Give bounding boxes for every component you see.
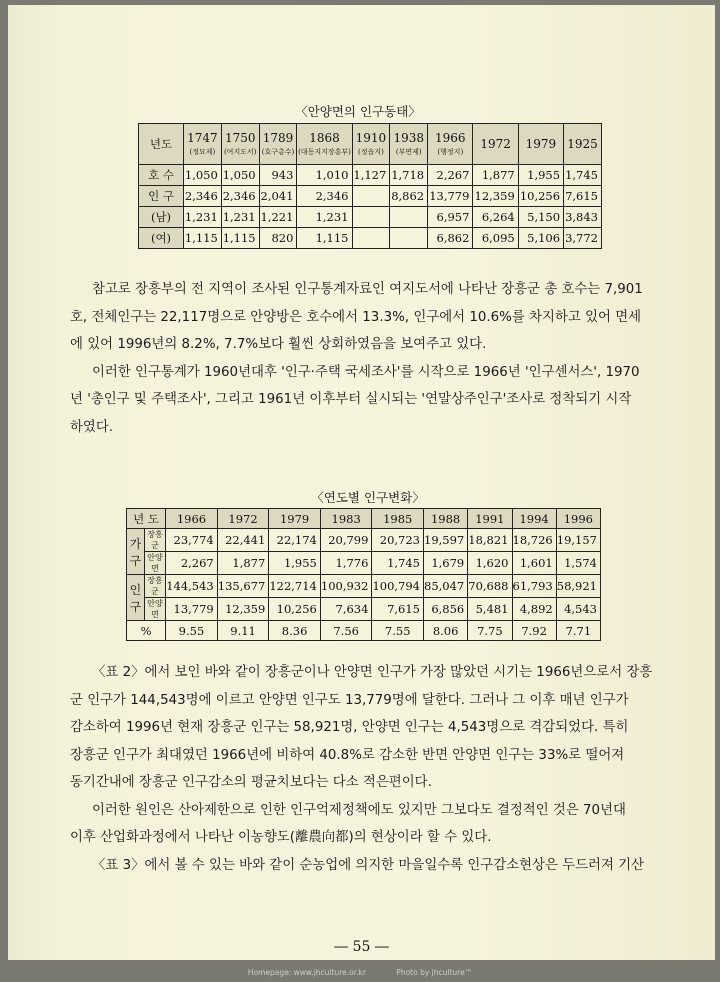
text-line: 이러한 원인은 산아제한으로 인한 인구억제정책에도 있지만 그보다도 결정적인 것은 70년대 <box>92 802 626 818</box>
text-line: 동기간내에 장흥군 인구감소의 평균치보다는 다소 적은편이다. <box>70 775 432 790</box>
cell: 1,221 <box>259 207 297 228</box>
cell: 18,821 <box>468 529 512 552</box>
cell: 85,047 <box>424 575 468 598</box>
cell: 5,150 <box>518 207 563 228</box>
table1-year-header: 1925 <box>564 124 602 165</box>
cell: 1,127 <box>352 165 390 186</box>
cell: 7,615 <box>372 598 424 621</box>
cell: 1,955 <box>269 552 321 575</box>
cell <box>390 228 428 249</box>
table1-year-header: 1910 (정읍지) <box>352 124 390 165</box>
body-paragraph-2 <box>70 659 662 879</box>
pct-label: % <box>127 621 166 641</box>
cell: 23,774 <box>166 529 218 552</box>
cell: 1,050 <box>184 165 222 186</box>
cell: 3,772 <box>564 228 602 249</box>
table-row <box>139 228 602 249</box>
table1-population-trend <box>138 123 602 249</box>
cell: 1,231 <box>184 207 222 228</box>
footer-credits <box>0 968 720 977</box>
table-row <box>127 621 601 641</box>
table1-year-header: 1972 <box>473 124 518 165</box>
table2-year-header: 1983 <box>320 509 372 529</box>
cell: 8.06 <box>424 621 468 641</box>
cell: 2,267 <box>166 552 218 575</box>
cell <box>352 186 390 207</box>
row-label: 호 수 <box>139 165 184 186</box>
cell: 820 <box>259 228 297 249</box>
cell: 10,256 <box>518 186 563 207</box>
cell: 1,877 <box>473 165 518 186</box>
cell: 22,174 <box>269 529 321 552</box>
table2-header-row <box>127 509 601 529</box>
cell: 1,601 <box>512 552 556 575</box>
cell: 1,115 <box>184 228 222 249</box>
cell: 1,620 <box>468 552 512 575</box>
cell: 1,574 <box>556 552 600 575</box>
cell: 943 <box>259 165 297 186</box>
table2-year-header: 1991 <box>468 509 512 529</box>
cell <box>352 228 390 249</box>
text-line: 이후 산업화과정에서 나타난 이농향도(離農向都)의 현상이라 할 수 있다. <box>70 830 492 845</box>
table1-year-header: 1789 (호구총수) <box>259 124 297 165</box>
footer-photo-credit: Photo by jhculture™ <box>396 968 473 977</box>
cell: 1,718 <box>390 165 428 186</box>
cell: 12,359 <box>217 598 269 621</box>
table2-year-header: 1988 <box>424 509 468 529</box>
cell: 6,862 <box>428 228 473 249</box>
text-line: 이러한 인구통계가 1960년대후 '인구·주택 국세조사'를 시작으로 1966년 '인구센서스', 1970 <box>92 364 640 380</box>
cell: 22,441 <box>217 529 269 552</box>
sub-label: 장흥군 <box>144 575 165 598</box>
cell: 6,957 <box>428 207 473 228</box>
cell: 1,050 <box>221 165 259 186</box>
cell: 100,932 <box>320 575 372 598</box>
table2-header-label: 년 도 <box>127 509 166 529</box>
table-row <box>127 552 601 575</box>
table2-year-header: 1979 <box>269 509 321 529</box>
cell: 4,892 <box>512 598 556 621</box>
cell <box>352 207 390 228</box>
table1-header-row <box>139 124 602 165</box>
table1-year-header: 1966 (행정지) <box>428 124 473 165</box>
table-row <box>139 207 602 228</box>
table-row <box>127 575 601 598</box>
cell: 8,862 <box>390 186 428 207</box>
cell: 1,776 <box>320 552 372 575</box>
cell: 5,481 <box>468 598 512 621</box>
group-label: 인구 <box>127 575 145 621</box>
cell: 7,634 <box>320 598 372 621</box>
text-line: 에 있어 1996년의 8.2%, 7.7%보다 훨씬 상회하였음을 보여주고 있다. <box>70 337 487 352</box>
table-row <box>139 165 602 186</box>
cell: 100,794 <box>372 575 424 598</box>
cell: 135,677 <box>217 575 269 598</box>
document-page <box>8 5 715 960</box>
body-paragraph-1 <box>70 276 662 441</box>
cell: 20,723 <box>372 529 424 552</box>
text-line: 장흥군 인구가 최대였던 1966년에 비하여 40.8%로 감소한 반면 안양면 인구는 33%로 떨어져 <box>70 747 625 763</box>
cell <box>390 207 428 228</box>
table2-year-header: 1994 <box>512 509 556 529</box>
cell: 13,779 <box>166 598 218 621</box>
table1-title: 〈안양면의 인구동태〉 <box>295 104 421 119</box>
cell: 1,115 <box>297 228 352 249</box>
text-line: 년 '총인구 및 주택조사', 그리고 1961년 이후부터 실시되는 '연말상주인구'조사로 정착되기 시작 <box>70 392 632 407</box>
cell: 1,955 <box>518 165 563 186</box>
table2-population-change <box>126 508 601 641</box>
table2-title: 〈연도별 인구변화〉 <box>311 490 425 505</box>
table2-year-header: 1972 <box>217 509 269 529</box>
cell: 6,856 <box>424 598 468 621</box>
cell: 12,359 <box>473 186 518 207</box>
cell: 8.36 <box>269 621 321 641</box>
text-line: 감소하여 1996년 현재 장흥군 인구는 58,921명, 안양면 인구는 4,543명으로 격감되었다. 특히 <box>70 720 629 735</box>
cell: 7.56 <box>320 621 372 641</box>
sub-label: 안양면 <box>144 552 165 575</box>
cell: 9.55 <box>166 621 218 641</box>
cell: 3,843 <box>564 207 602 228</box>
cell: 9.11 <box>217 621 269 641</box>
table1-year-header: 1750 (여지도서) <box>221 124 259 165</box>
cell: 1,745 <box>372 552 424 575</box>
cell: 1,877 <box>217 552 269 575</box>
table1-year-header: 1938 (부면제) <box>390 124 428 165</box>
table1-year-header: 1747 (정묘제) <box>184 124 222 165</box>
cell: 1,115 <box>221 228 259 249</box>
text-line: 참고로 장흥부의 전 지역이 조사된 인구통계자료인 여지도서에 나타난 장흥군 총 호수는 7,901 <box>92 282 643 297</box>
sub-label: 안양면 <box>144 598 165 621</box>
group-label: 가구 <box>127 529 145 575</box>
text-line: 군 인구가 144,543명에 이르고 안양면 인구도 13,779명에 달한다. 그러나 그 이후 매년 인구가 <box>70 692 629 708</box>
cell: 1,231 <box>221 207 259 228</box>
cell: 2,346 <box>221 186 259 207</box>
cell: 1,010 <box>297 165 352 186</box>
cell: 7.55 <box>372 621 424 641</box>
table-row <box>127 529 601 552</box>
cell: 6,264 <box>473 207 518 228</box>
cell: 19,157 <box>556 529 600 552</box>
row-label: (여) <box>139 228 184 249</box>
cell: 2,267 <box>428 165 473 186</box>
cell: 61,793 <box>512 575 556 598</box>
text-line: 호, 전체인구는 22,117명으로 안양방은 호수에서 13.3%, 인구에서 10.6%를 차지하고 있어 면세 <box>70 309 642 325</box>
table2-year-header: 1985 <box>372 509 424 529</box>
cell: 1,679 <box>424 552 468 575</box>
row-label: (남) <box>139 207 184 228</box>
table1-year-header: 1868 (대동지지장흥부) <box>297 124 352 165</box>
cell: 58,921 <box>556 575 600 598</box>
cell: 70,688 <box>468 575 512 598</box>
table1-year-header: 1979 <box>518 124 563 165</box>
table-row <box>139 186 602 207</box>
table-row <box>127 598 601 621</box>
cell: 19,597 <box>424 529 468 552</box>
cell: 7.71 <box>556 621 600 641</box>
cell: 7,615 <box>564 186 602 207</box>
cell: 2,346 <box>297 186 352 207</box>
cell: 13,779 <box>428 186 473 207</box>
cell: 4,543 <box>556 598 600 621</box>
row-label: 인 구 <box>139 186 184 207</box>
cell: 20,799 <box>320 529 372 552</box>
cell: 144,543 <box>166 575 218 598</box>
footer-homepage: Homepage: www.jhculture.or.kr <box>247 968 366 977</box>
cell: 6,095 <box>473 228 518 249</box>
cell: 5,106 <box>518 228 563 249</box>
cell: 1,231 <box>297 207 352 228</box>
cell: 7.75 <box>468 621 512 641</box>
table1-header-label: 년도 <box>139 124 184 165</box>
cell: 7.92 <box>512 621 556 641</box>
cell: 122,714 <box>269 575 321 598</box>
cell: 18,726 <box>512 529 556 552</box>
text-line: 하였다. <box>70 419 114 435</box>
text-line: 〈표 2〉에서 보인 바와 같이 장흥군이나 안양면 인구가 가장 많았던 시기는 1966년으로서 장흥 <box>92 665 653 680</box>
cell: 2,346 <box>184 186 222 207</box>
text-line: 〈표 3〉에서 볼 수 있는 바와 같이 순농업에 의지한 마을일수록 인구감소현상은 두드러져 기산 <box>92 857 645 873</box>
cell: 10,256 <box>269 598 321 621</box>
cell: 1,745 <box>564 165 602 186</box>
cell: 2,041 <box>259 186 297 207</box>
sub-label: 장흥군 <box>144 529 165 552</box>
page-number: ― 55 ― <box>334 939 389 955</box>
table2-year-header: 1996 <box>556 509 600 529</box>
table2-year-header: 1966 <box>166 509 218 529</box>
